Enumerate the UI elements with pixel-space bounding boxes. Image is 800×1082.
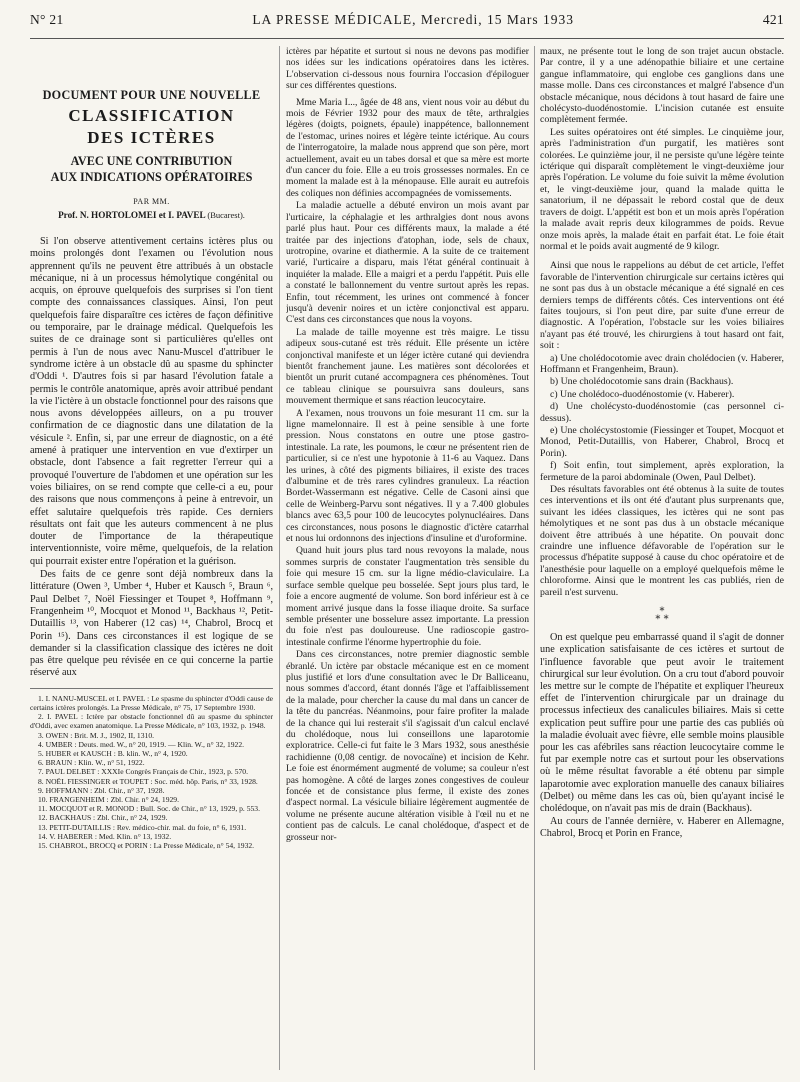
footnote: 10. FRANGENHEIM : Zbl. Chir. n° 24, 1929. xyxy=(38,794,179,804)
title-line: DES ICTÈRES xyxy=(87,128,216,147)
footnote: 3. OWEN : Brit. M. J., 1902, II, 1310. xyxy=(38,730,155,740)
running-header xyxy=(30,12,784,39)
subtitle-line: AVEC UNE CONTRIBUTION xyxy=(70,154,233,168)
subtitle-line: AUX INDICATIONS OPÉRATOIRES xyxy=(50,170,253,184)
list-item: c) Une cholédoco-duodénostomie (v. Haberer). xyxy=(550,388,735,400)
footnote: 12. BACKHAUS : Zbl. Chir., n° 24, 1929. xyxy=(38,813,168,823)
issue-number: N° 21 xyxy=(30,12,64,27)
paragraph: Des résultats favorables ont été obtenus à la suite de toutes ces interventions et ils ont été d'autant plus surprenants que, suivant les idées classiques, les ictères qui ne sont pas hémolytiques et ne sont pas dus à un obstacle mécanique doivent être attribués à une hépatite. On pouvait donc craindre une influence défavorable de l'opération sur le processus d'hépatite supposé à cause du choc opératoire et de l'anesthésie pour laquelle on a employé quelquefois même le chloroforme. Ainsi que le montrent les cas publiés, rien de pareil n'est survenu. xyxy=(540,484,784,598)
section-2 xyxy=(540,632,784,840)
paragraph: La maladie actuelle a débuté environ un mois avant par l'urticaire, la céphalagie et les arthralgies dont nous avons parlé plus haut. Pour ces différents maux, la malade a été traitée par des injections d'atophan, iode, sels de chaux, urotropine, ovarine et diathermie. A la suite de ce traitement varié, l'urticaire a disparu, mais l'état général continuait à inquiéter la malade. Elle a maigri et a perdu l'appétit. Puis elle a constaté le ballonnement du ventre surtout après les repas. Enfin, tout récemment, les urines ont commencé à foncer jusqu'à devenir noires et un ictère conjonctival est apparu. C'est dans ces circonstances que nous la voyons. xyxy=(286,200,529,326)
paragraph: Mme Maria I..., âgée de 48 ans, vient nous voir au début du mois de Février 1932 pour des maux de tête, arthralgies légères (doigts, poignets, épaule) inappétence, ballonnement de l'estomac, urines noires et légère teinte ictérique. Au cours de l'interrogatoire, la malade nous apprend que son père, mort actuellement, avait eu un tabes dorsal et que sa mère est morte d'un cancer du foie. Elle a eu trois grossesses normales. En ce moment la malade est à la ménopause. Elle aurait eu autrefois des coliques non définies accompagnées de vomissements. xyxy=(286,96,529,199)
paragraph: Ainsi que nous le rappelions au début de cet article, l'effet favorable de l'intervention chirurgicale sur certains ictères qui ne sont pas dus à un obstacle mécanique a été signalé en ces derniers temps de différents côtés. Ces interventions ont été faites toujours, si l'on peut dire, par suite d'une erreur de diagnostic. A l'opération, l'obstacle sur les voies biliaires n'ayant pas été trouvé, les chirurgiens à tout hasard ont fait, soit : xyxy=(540,260,784,352)
footnote: 4. UMBER : Deuts. med. W., n° 20, 1919. — Klin. W., n° 32, 1922. xyxy=(38,739,245,749)
byline-prefix: PAR MM. xyxy=(133,197,170,206)
paragraph: On est quelque peu embarrassé quand il s'agit de donner une explication satisfaisante de ces ictères et surtout de l'influence favorable que peut avoir le traitement chirurgical sur leur évolution. On a cru tout d'abord pouvoir les mettre sur le compte de l'hépatite et expliquer l'heureux effet de l'intervention chirurgicale par un drainage du processus infectieux des canalicules biliaires. Mais si cette explication peut suffire pour une partie des cas publiés où la maladie évoluait avec fièvre, elle semble moins plausible pour les cas afébriles sans réaction leucocytaire comme le fut par exemple notre cas et surtout pour les observations où le même résultat favorable a été obtenu par simple laparotomie avec exploration manuelle des canaux biliaires (Delbet) ou même dans les cas où, bien qu'ayant incisé le cholédoque, on n'avait pas mis de drain (Backhaus). xyxy=(540,632,784,814)
paragraph: A l'examen, nous trouvons un foie mesurant 11 cm. sur la ligne mamelonnaire. Il est à peine sensible à une forte pression. Nous constatons en outre une ptose gastro-intestinale. La rate, les poumons, le cœur ne présentent rien de particulier, si ce n'est une hypotonie à 11-6 au Vaquez. Dans les urines, à côté des pigments biliaires, il existe des traces d'albumine et de très rares cylindres granuleux. La réaction Bordet-Wassermann est négative. Celle de Casoni ainsi que celle de Weinberg-Parvu sont négatives. Il y a 7.400 globules blancs avec 63,5 pour 100 de leucocytes polynucléaires. Dans ces circonstances, nous posons le diagnostic d'ictère catarrhal et nous lui ordonnons des injections d'insuline et d'uroformine. xyxy=(286,407,529,545)
journal-title: LA PRESSE MÉDICALE, Mercredi, 15 Mars 1933 xyxy=(252,12,575,27)
intro-text xyxy=(30,236,273,680)
paragraph: maux, ne présente tout le long de son trajet aucun obstacle. Par contre, il y a une adénopathie biliaire et une certaine gangue inflammatoire, qui englobe ces ganglions dans une masse molle. Dans ces circonstances et malgré l'absence d'un obstacle mécanique, nous décidons à tout hasard de faire une cholécysto-duodénostomie. L'incision cutanée est ensuite complètement fermée. xyxy=(540,46,784,126)
authors xyxy=(30,210,273,220)
paragraph: Au cours de l'année dernière, v. Haberer en Allemagne, Chabrol, Brocq et Porin en France, xyxy=(540,816,784,840)
column-divider xyxy=(279,46,280,1070)
author-location: (Bucarest). xyxy=(207,210,245,220)
footnote: 8. NOËL FIESSINGER et TOUPET : Soc. méd. hôp. Paris, n° 33, 1928. xyxy=(38,776,258,786)
column-2 xyxy=(286,46,529,1070)
title-line: DOCUMENT POUR UNE NOUVELLE xyxy=(42,88,261,102)
list-item: d) Une cholécysto-duodénostomie (cas personnel ci-dessus). xyxy=(540,401,784,424)
column-1 xyxy=(30,46,273,1070)
footnote-separator xyxy=(30,688,273,689)
footnote: 11. MOCQUOT et R. MONOD : Bull. Soc. de Chir., n° 13, 1929, p. 553. xyxy=(38,804,260,814)
footnote: 7. PAUL DELBET : XXXIe Congrès Français de Chir., 1923, p. 570. xyxy=(38,767,249,777)
footnote: 1. I. NANU-MUSCEL et I. PAVEL : Le spasme du sphincter d'Oddi cause de certains ictères prolongés. La Presse Médicale, n° 75, 17 Septembre 1930. xyxy=(30,693,273,712)
footnote: 14. V. HABERER : Med. Klin. n° 13, 1932. xyxy=(38,831,172,841)
column-3 xyxy=(540,46,784,1070)
column-divider xyxy=(534,46,535,1070)
paragraph: ictères par hépatite et surtout si nous ne devons pas modifier nos idées sur les indications opératoires dans les ictères. L'observation ci-dessous nous fournira l'occasion d'épiloguer sur ces différentes questions. xyxy=(286,46,529,92)
paragraph: Des faits de ce genre sont déjà nombreux dans la littérature (Owen ³, Umber ⁴, Huber et Kausch ⁵, Braun ⁶, Paul Delbet ⁷, Noël Fiessinger et Toupet ⁸, Hoffmann ⁹, Frangenheim ¹⁰, Mocquot et Monod ¹¹, Backhaus ¹², Petit-Dutaillis ¹³, von Haberer (12 cas) ¹⁴, Chabrol, Brocq et Porin ¹⁵). Dans ces circonstances il est logique de se demander si la classification classique des ictères ne doit pas être quelque peu révisée en ce qui concerne la partie réservé aux xyxy=(30,569,273,679)
paragraph: Dans ces circonstances, notre premier diagnostic semble ébranlé. Un ictère par obstacle mécanique est en ce moment plus justifié et lors d'une consultation avec le Dr Balliceanu, nous sommes d'accord, étant donnés l'âge et l'affaiblissement de la malade, pour chercher la cause du mal dans un cancer de la tête du pancréas. Néanmoins, pour faire profiter la malade de la chance qui lui resterait s'il s'agissait d'un calcul enclavé du cholédoque, nous lui conseillons une laparotomie exploratrice. Celle-ci fut faite le 3 Mars 1932, sous anesthésie rachidienne (0,08 centigr. de novocaïne) et incision de Kehr. Le foie est énormément augmenté de volume; sa couleur n'est pas homogène. A côté de larges zones congestives de couleur foncée et de consistance plus ferme, il existe des zones d'aspect normal. La vésicule biliaire légèrement augmentée de volume ne présente aucune altération visible à l'œil nu et ne contient pas de calculs. Le canal cholédoque, d'aspect et de grosseur nor- xyxy=(286,649,529,843)
footnote: 6. BRAUN : Klin. W., n° 51, 1922. xyxy=(38,758,145,768)
footnote: 2. I. PAVEL : Ictère par obstacle fonctionnel dû au spasme du sphincter d'Oddi, avec examen anatomique. La Presse Médicale, n° 103, 1932, p. 1948. xyxy=(30,712,273,731)
footnote: 9. HOFFMANN : Zbl. Chir., n° 37, 1928. xyxy=(38,785,165,795)
footnote: 15. CHABROL, BROCQ et PORIN : La Presse Médicale, n° 54, 1932. xyxy=(38,840,255,850)
list-item: e) Une cholécystostomie (Fiessinger et Toupet, Mocquot et Monod, Petit-Dutaillis, von Haberer, Chabrol, Brocq et Porin). xyxy=(540,425,784,459)
article-title xyxy=(30,88,273,220)
author-names: Prof. N. HORTOLOMEI et I. PAVEL xyxy=(58,210,206,220)
list-item: f) Soit enfin, tout simplement, après exploration, la fermeture de la paroi abdominale (Owen, Paul Delbet). xyxy=(540,460,784,483)
article-columns xyxy=(30,46,784,1070)
footnote: 5. HUBER et KAUSCH : B. klin. W., n° 4, 1920. xyxy=(38,748,188,758)
paragraph: Quand huit jours plus tard nous revoyons la malade, nous sommes surpris de constater l'augmentation très sensible du foie qui mesure 15 cm. sur la ligne médio-claviculaire. La surface semble quelque peu bosselée. Sept jours plus tard, le foie a encore augmenté de volume. Son bord inférieur est à ce moment arrivé jusque dans la fosse iliaque droite. Sa surface semble présenter une bosselure assez importante. La pression du foie n'est pas douloureuse. Une radioscopie gastro-intestinale confirme l'énorme hypertrophie du foie. xyxy=(286,545,529,648)
section-separator-asterisks: * * * xyxy=(655,606,669,626)
paragraph: Si l'on observe attentivement certains ictères plus ou moins prolongés dont l'examen ou l'évolution nous apprennent qu'ils ne peuvent être attribués à un obstacle mécanique, ni à un processus hémolytique congénital ou acquis, on éprouve quelquefois des surprises si l'on tient compte des connaissances classiques. Ainsi, l'on peut quelquefois faire disparaître ces ictères de façon définitive ou temporaire, par le drainage médical. Quelquefois les suites de ce drainage sont si particulières qu'elles ont permis à l'un de nous avec Nanu-Muscel d'attribuer le syndrome ictère à un obstacle dû au spasme du sphincter d'Oddi ¹. D'autres fois si par hasard l'évolution fatale a permis le contrôle anatomique, après avoir attribué pendant la vie l'ictère à un obstacle fonctionnel pour des raisons que nous avons développées ailleurs, on a pu trouver confirmation de ce diagnostic dans une dilatation de la vésicule ². Enfin, si, par une erreur de diagnostic, on a été amené à pratiquer une intervention en vue d'extirper un obstacle, dont l'absence a fait regretter l'erreur qui a provoqué l'ouverture de l'abdomen et une opération sur les voies biliaires, on se rend compte que celle-ci a eu, pour des raisons que nous commençons à peine à entrevoir, un effet salutaire quelquefois très rapide. Ces derniers résultats ont fait que les auteurs commencent à ne plus douter de l'importance de la thérapeutique interventionniste, voire même, quelquefois, de la relation qui pourrait exister entre l'opération et la guérison. xyxy=(30,236,273,567)
paragraph: Les suites opératoires ont été simples. Le cinquième jour, après l'administration d'un purgatif, les matières sont colorées. Le quinzième jour, il ne persiste qu'une légère teinte ictérique qui disparaît complètement le vingt-deuxième jour après l'opération. Le volume du foie suivit la même évolution et, le vingt-deuxième jour, quand la malade quitta le sanatorium, il ne dépassait le rebord costal que de deux travers de doigt. L'appétit est bon et un mois après l'opération la malade avait repris deux kilogrammes de poids. Revue onze mois après, la malade était en parfait état. Le foie était normal et le poids avait augmenté de 9 kilogr. xyxy=(540,126,784,252)
journal-page xyxy=(30,12,784,1072)
paragraph: La malade de taille moyenne est très maigre. Le tissu adipeux sous-cutané est très réduit. Elle présente un ictère conjonctival manifeste et un léger ictère cutané qui deviendra bientôt franchement jaune. Les matières sont décolorées et bientôt un prurit cutané accompagnera ces phénomènes. Tout ce tableau clinique se poursuivra sans douleurs, sans mouvement thermique et sans réaction leucocytaire. xyxy=(286,326,529,407)
list-item: b) Une cholédocotomie sans drain (Backhaus). xyxy=(550,376,734,388)
footnote: 13. PETIT-DUTAILLIS : Rev. médico-chir. mal. du foie, n° 6, 1931. xyxy=(38,822,247,832)
page-number: 421 xyxy=(762,12,784,27)
list-item: a) Une cholédocotomie avec drain cholédocien (v. Haberer, Hoffmann et Frangenheim, Braun). xyxy=(540,352,784,375)
footnotes xyxy=(30,694,273,850)
title-line: CLASSIFICATION xyxy=(68,106,235,125)
